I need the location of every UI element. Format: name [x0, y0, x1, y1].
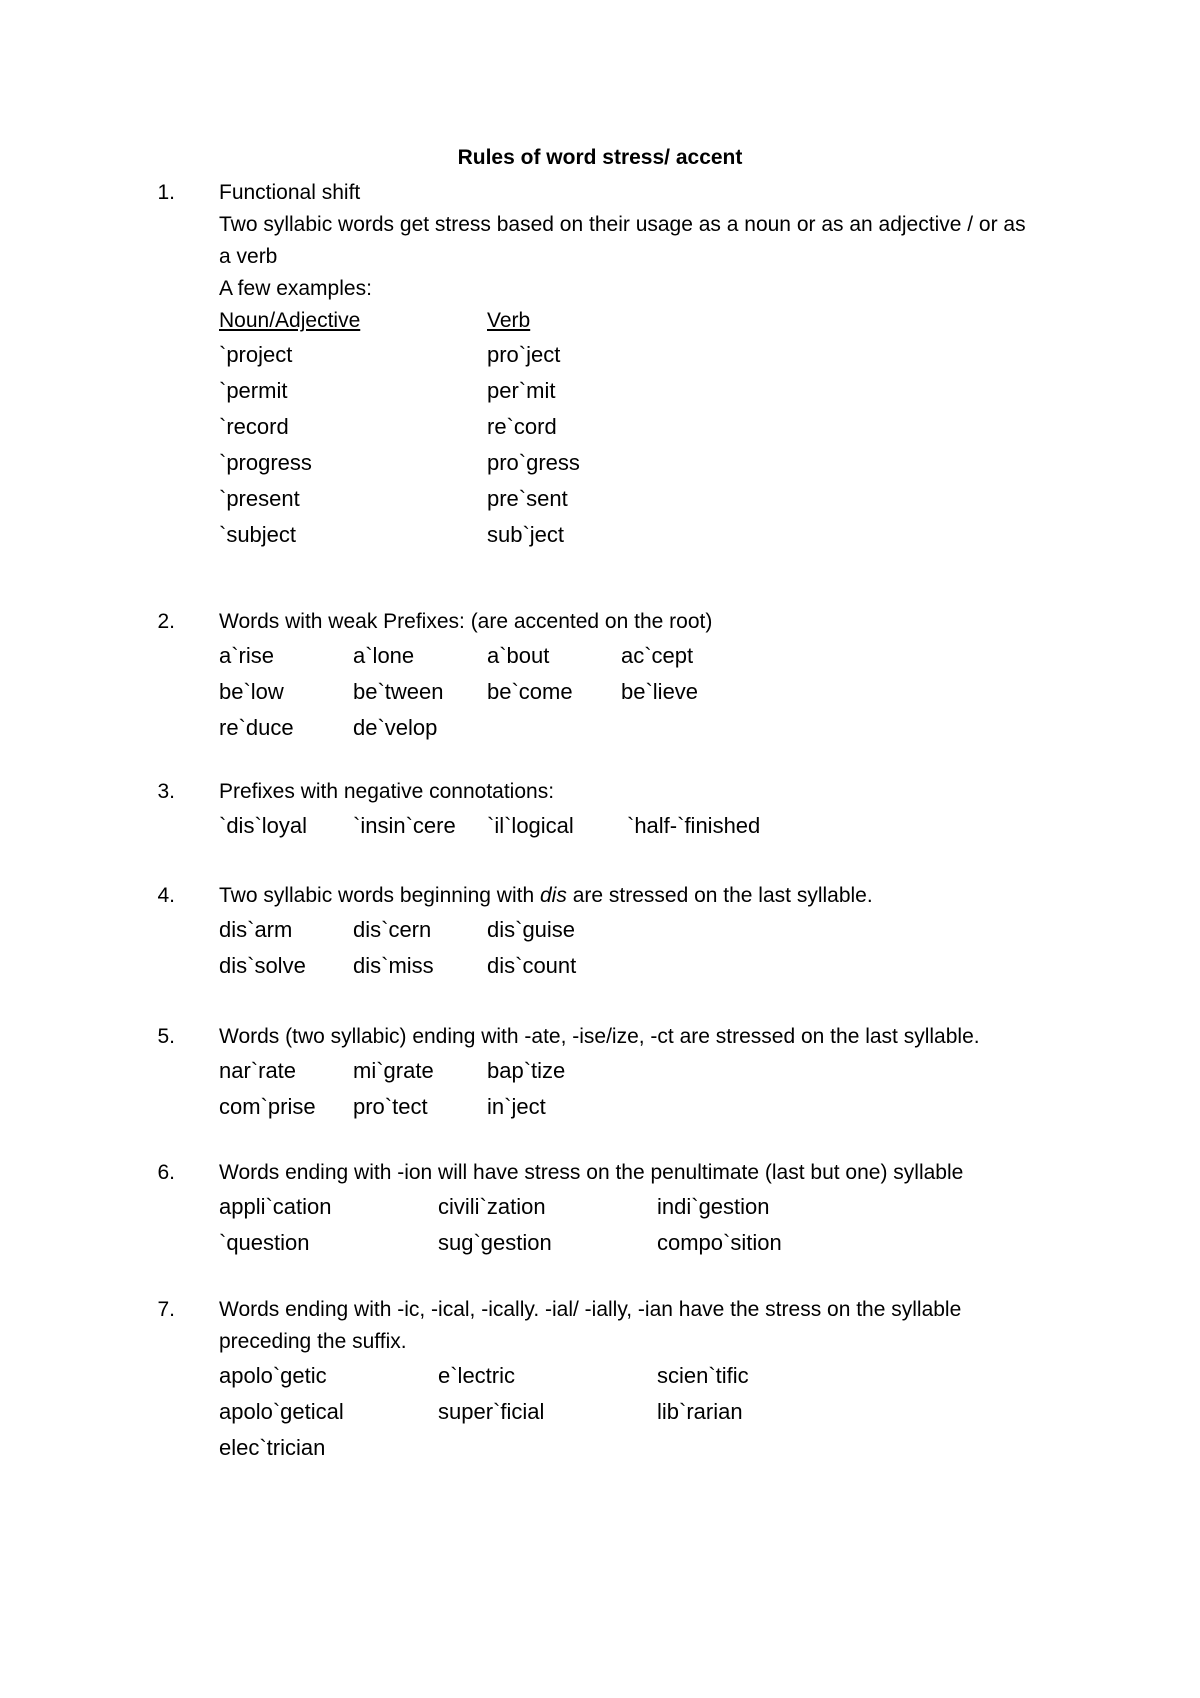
example-word: apolo`getic: [219, 1363, 327, 1388]
example-word: `project: [219, 342, 293, 367]
example-word: per`mit: [487, 378, 556, 403]
example-word: `subject: [219, 522, 297, 547]
example-word: de`velop: [353, 715, 438, 740]
example-row: [219, 1394, 1083, 1430]
example-word: elec`trician: [219, 1435, 326, 1460]
example-word: indi`gestion: [657, 1194, 770, 1219]
example-row: [219, 1053, 1083, 1089]
example-word: `question: [219, 1230, 310, 1255]
example-word: dis`arm: [219, 917, 293, 942]
example-word: super`ficial: [438, 1399, 545, 1424]
example-word: `dis`loyal: [219, 813, 308, 838]
section-number: 6.: [157, 1161, 175, 1184]
example-row: [219, 1430, 1083, 1466]
example-row: [219, 948, 1083, 984]
example-word: compo`sition: [657, 1230, 782, 1255]
example-row: [219, 912, 1083, 948]
example-word: `il`logical: [487, 813, 574, 838]
column-header-noun-adjective: Noun/Adjective: [219, 309, 361, 332]
example-word: bap`tize: [487, 1058, 566, 1083]
example-word: appli`cation: [219, 1194, 332, 1219]
example-row: [219, 1189, 1083, 1225]
section-1: [157, 177, 1083, 553]
heading-italic-text: dis: [540, 884, 567, 907]
example-word: be`tween: [353, 679, 444, 704]
section-5: [157, 1021, 1083, 1125]
section-heading: Functional shift: [219, 181, 361, 204]
example-row: [219, 638, 1083, 674]
example-word: re`duce: [219, 715, 294, 740]
example-word: pro`gress: [487, 450, 580, 475]
section-2: [157, 606, 1083, 746]
section-number: 4.: [157, 884, 175, 907]
example-word: dis`count: [487, 953, 577, 978]
example-word: pro`tect: [353, 1094, 428, 1119]
example-word: ac`cept: [621, 643, 694, 668]
section-text-line: preceding the suffix.: [219, 1330, 407, 1353]
example-row: [219, 337, 1083, 373]
example-word: civili`zation: [438, 1194, 546, 1219]
example-word: be`lieve: [621, 679, 699, 704]
section-number: 3.: [157, 780, 175, 803]
example-word: dis`guise: [487, 917, 576, 942]
example-row: [219, 1358, 1083, 1394]
example-word: sug`gestion: [438, 1230, 552, 1255]
section-heading: Words with weak Prefixes: (are accented on the root): [219, 610, 713, 633]
example-word: dis`cern: [353, 917, 432, 942]
example-word: `record: [219, 414, 289, 439]
example-word: be`low: [219, 679, 284, 704]
example-word: a`lone: [353, 643, 415, 668]
example-word: `permit: [219, 378, 288, 403]
example-word: com`prise: [219, 1094, 316, 1119]
example-row: [219, 517, 1083, 553]
section-heading: Words (two syllabic) ending with -ate, -ise/ize, -ct are stressed on the last syllable.: [219, 1025, 980, 1048]
example-word: pre`sent: [487, 486, 568, 511]
example-word: scien`tific: [657, 1363, 749, 1388]
section-text-line: Two syllabic words get stress based on their usage as a noun or as an adjective / or as: [219, 213, 1026, 236]
example-word: be`come: [487, 679, 573, 704]
example-row: [219, 1225, 1083, 1261]
column-header-row: [219, 305, 1083, 337]
example-word: in`ject: [487, 1094, 546, 1119]
example-row: [219, 481, 1083, 517]
section-heading: Words ending with -ion will have stress on the penultimate (last but one) syllable: [219, 1161, 964, 1184]
page-title: Rules of word stress/ accent: [457, 146, 743, 169]
example-word: lib`rarian: [657, 1399, 743, 1424]
example-row: [219, 674, 1083, 710]
section-7: [157, 1294, 1083, 1466]
section-text-line: a verb: [219, 245, 278, 268]
section-number: 7.: [157, 1298, 175, 1321]
example-word: dis`solve: [219, 953, 306, 978]
section-6: [157, 1157, 1083, 1261]
example-row: [219, 445, 1083, 481]
example-word: re`cord: [487, 414, 557, 439]
example-row: [219, 710, 1083, 746]
section-number: 5.: [157, 1025, 175, 1048]
section-number: 1.: [157, 181, 175, 204]
example-word: a`bout: [487, 643, 550, 668]
section-heading: [219, 880, 1083, 912]
section-text-line: A few examples:: [219, 277, 372, 300]
example-word: a`rise: [219, 643, 275, 668]
example-word: sub`ject: [487, 522, 565, 547]
column-header-verb: Verb: [487, 309, 531, 332]
example-row: [219, 1089, 1083, 1125]
section-number: 2.: [157, 610, 175, 633]
example-word: apolo`getical: [219, 1399, 344, 1424]
section-4: [157, 880, 1083, 984]
example-word: nar`rate: [219, 1058, 297, 1083]
example-word: `insin`cere: [353, 813, 456, 838]
heading-text: are stressed on the last syllable.: [566, 884, 873, 907]
example-word: pro`ject: [487, 342, 561, 367]
example-word: `half-`finished: [627, 813, 761, 838]
example-row: [219, 409, 1083, 445]
example-word: dis`miss: [353, 953, 434, 978]
heading-text: Two syllabic words beginning with: [219, 884, 540, 907]
section-heading: Prefixes with negative connotations:: [219, 780, 555, 803]
section-3: [157, 776, 1083, 844]
example-row: [219, 808, 1083, 844]
example-word: e`lectric: [438, 1363, 516, 1388]
example-row: [219, 373, 1083, 409]
example-word: `progress: [219, 450, 312, 475]
example-word: mi`grate: [353, 1058, 434, 1083]
section-text-line: Words ending with -ic, -ical, -ically. -ial/ -ially, -ian have the stress on the syllable: [219, 1298, 962, 1321]
example-word: `present: [219, 486, 300, 511]
